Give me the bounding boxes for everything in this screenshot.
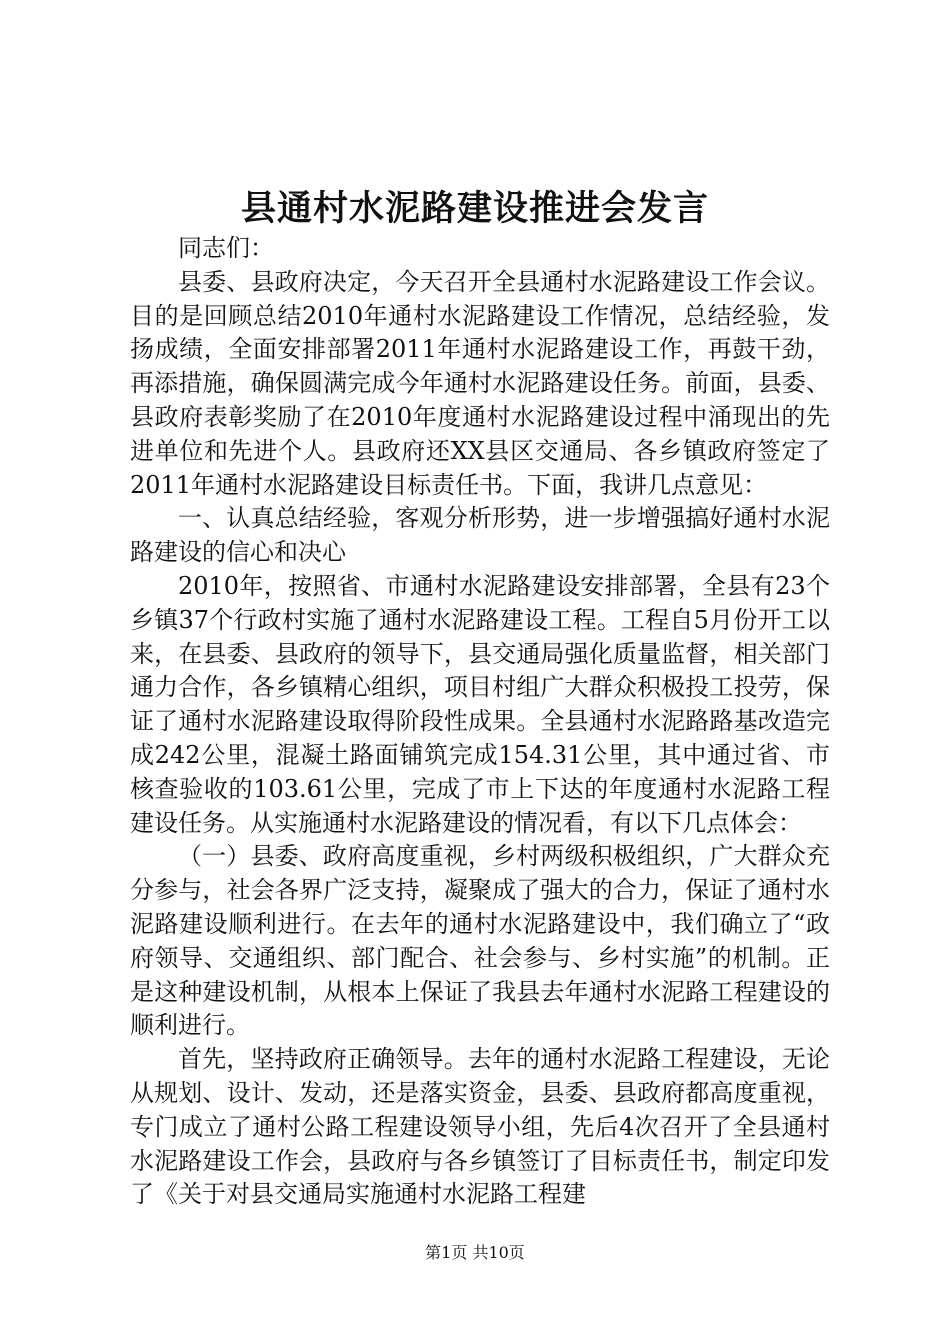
document-title: 县通村水泥路建设推进会发言 <box>240 188 709 229</box>
page-footer: 第1页 共10页 <box>425 1243 525 1262</box>
paragraph-point-1: （一）县委、政府高度重视，乡村两级积极组织，广大群众充分参与，社会各界广泛支持，凝聚成了强大的合力，保证了通村水泥路建设顺利进行。在去年的通村水泥路建设中，我们确立了“政府领导、交通组织、部门配合、社会参与、乡村实施”的机制。正是这种建设机制，从根本上保证了我县去年通村水泥路工程建设的顺利进行。 <box>130 842 830 1040</box>
document-body <box>130 232 830 1212</box>
salutation: 同志们： <box>178 234 274 262</box>
paragraph-intro: 县委、县政府决定，今天召开全县通村水泥路建设工作会议。目的是回顾总结2010年通村水泥路建设工作情况，总结经验，发扬成绩，全面安排部署2011年通村水泥路建设工作，再鼓干劲，再添措施，确保圆满完成今年通村水泥路建设任务。前面，县委、县政府表彰奖励了在2010年度通村水泥路建设过程中涌现出的先进单位和先进个人。县政府还XX县区交通局、各乡镇政府签定了2011年通村水泥路建设目标责任书。下面，我讲几点意见： <box>130 267 830 499</box>
paragraph-2010-summary: 2010年，按照省、市通村水泥路建设安排部署，全县有23个乡镇37个行政村实施了通村水泥路建设工程。工程自5月份开工以来，在县委、县政府的领导下，县交通局强化质量监督，相关部门通力合作，各乡镇精心组织，项目村组广大群众积极投工投劳，保证了通村水泥路建设取得阶段性成果。全县通村水泥路路基改造完成242公里，混凝土路面铺筑完成154.31公里，其中通过省、市核查验收的103.61公里，完成了市上下达的年度通村水泥路工程建设任务。从实施通村水泥路建设的情况看，有以下几点体会： <box>130 571 830 837</box>
section-heading-1: 一、认真总结经验，客观分析形势，进一步增强搞好通村水泥路建设的信心和决心 <box>130 504 830 567</box>
paragraph-first: 首先，坚持政府正确领导。去年的通村水泥路工程建设，无论从规划、设计、发动，还是落实资金，县委、县政府都高度重视，专门成立了通村公路工程建设领导小组，先后4次召开了全县通村水泥路建设工作会，县政府与各乡镇签订了目标责任书，制定印发了《关于对县交通局实施通村水泥路工程建 <box>130 1045 830 1209</box>
